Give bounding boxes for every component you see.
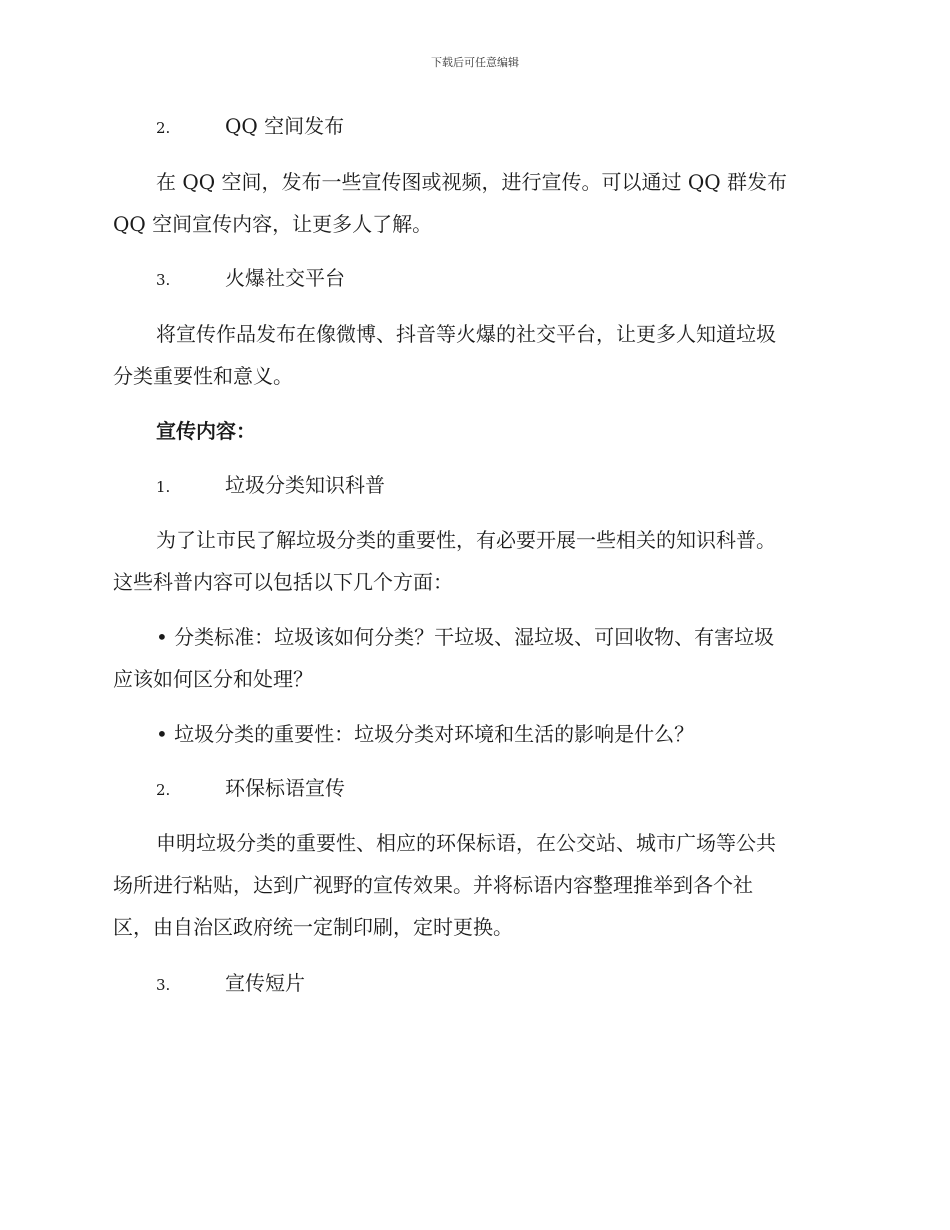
list-number: 2. [156,119,171,137]
list-heading-social-platform: 火爆社交平台 [225,266,345,290]
paragraph-line: QQ 空间宣传内容，让更多人了解。 [113,212,433,236]
list-number: 3. [156,271,171,289]
list-number: 2. [156,781,171,799]
bullet-item: • 分类标准：垃圾该如何分类？干垃圾、湿垃圾、可回收物、有害垃圾 [156,625,775,649]
paragraph-line: 这些科普内容可以包括以下几个方面： [113,570,453,594]
list-number: 3. [156,976,171,994]
list-heading-slogan: 环保标语宣传 [225,776,345,800]
paragraph-line: 区，由自治区政府统一定制印刷，定时更换。 [113,915,513,939]
paragraph-line: 分类重要性和意义。 [113,364,293,388]
paragraph-line: 应该如何区分和处理？ [113,667,313,691]
paragraph-line: 场所进行粘贴，达到广视野的宣传效果。并将标语内容整理推举到各个社 [113,873,753,897]
paragraph-line: 为了让市民了解垃圾分类的重要性，有必要开展一些相关的知识科普。 [156,528,776,552]
page-header: 下载后可任意编辑 [431,56,519,69]
section-heading: 宣传内容： [156,419,256,443]
list-number: 1. [156,478,171,496]
paragraph-line: 将宣传作品发布在像微博、抖音等火爆的社交平台，让更多人知道垃圾 [156,322,776,346]
list-heading-knowledge: 垃圾分类知识科普 [225,473,385,497]
paragraph-line: 申明垃圾分类的重要性、相应的环保标语，在公交站、城市广场等公共 [156,831,776,855]
list-heading-short-film: 宣传短片 [225,971,305,995]
paragraph-line: 在 QQ 空间，发布一些宣传图或视频，进行宣传。可以通过 QQ 群发布 [156,170,788,194]
list-heading-qq-space: QQ 空间发布 [225,114,345,138]
bullet-item: • 垃圾分类的重要性：垃圾分类对环境和生活的影响是什么？ [156,722,695,746]
